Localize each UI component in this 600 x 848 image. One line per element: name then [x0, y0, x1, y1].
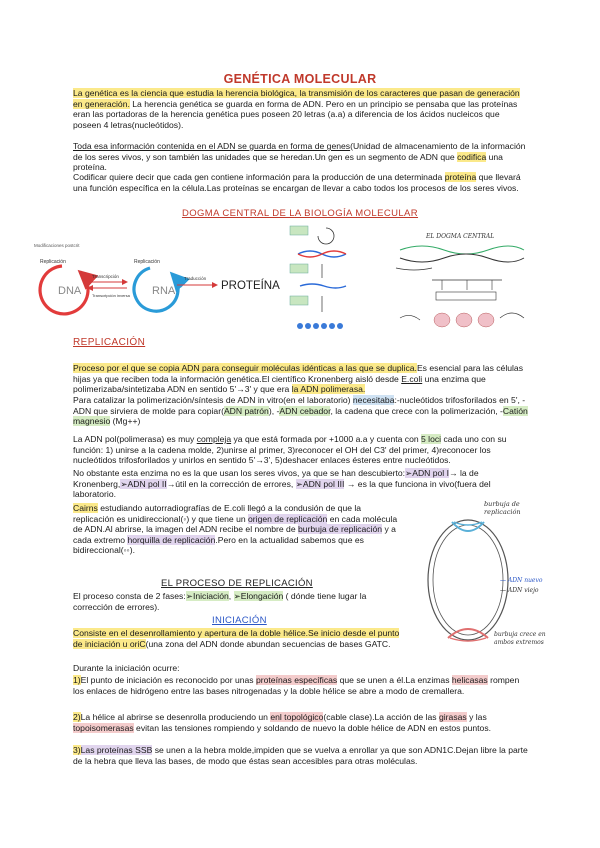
highlight-cairns: Cairns: [73, 503, 98, 513]
underlined-compleja: compleja: [196, 434, 232, 444]
replication-paragraph-5: [73, 503, 401, 556]
mod-label: Modificaciones postcrit: [34, 243, 80, 248]
replication-heading: REPLICACIÓN: [73, 337, 146, 348]
reverse-transcription-label: Transcripción inversa: [92, 293, 130, 298]
highlight-origen-replicacion: origen de replicación: [248, 513, 328, 524]
highlight-topoisomerasas: topoisomerasas: [73, 722, 134, 733]
process-text: ,: [228, 591, 234, 601]
step-text: El punto de iniciación es reconocido por unas: [80, 675, 256, 685]
highlight-iniciacion: ➢Iniciación: [185, 591, 229, 601]
bubble-label-line-1: burbuja de: [484, 500, 520, 508]
intro-text: Codificar quiere decir que cada gen contiene información para la producción de una determinada: [73, 172, 445, 182]
step-3-number: 3): [73, 745, 81, 755]
hand-dna-strand: [400, 246, 524, 254]
step-text: se unen a la hebra molde,impiden que se vuelva a enrollar ya que son ADN1C.Dejan libre la parte de la hebra que lleva las bases, de modo que éstas sean accesibles para otras moléculas.: [73, 745, 528, 766]
step-text: La hélice al abrirse se desenrolla produciendo un: [80, 712, 271, 722]
highlight-cation-magnesio: Catión magnesio: [73, 405, 528, 427]
highlight-girasas: girasas: [438, 712, 467, 722]
replication-text: ).: [129, 545, 135, 556]
highlight-horquilla-replicacion: horquilla de replicación: [127, 534, 216, 545]
initiation-step-1: [73, 675, 528, 696]
step-text: rompen los enlaces de hidrógeno entre las bases nitrogenadas y la doble hélice se abre a modo de cremallera.: [73, 675, 520, 696]
process-text: ( dónde tiene lugar la corrección de errores).: [73, 591, 367, 612]
highlight-elongacion: ➢Elongación: [233, 591, 284, 601]
dogma-heading: DOGMA CENTRAL DE LA BIOLOGÍA MOLECULAR: [181, 208, 419, 219]
step-text: que se unen a él.La enzimas: [337, 675, 452, 685]
intro-text: que llevará una función específica en la célula.Las proteínas se encargan de llevar a cabo todos los procesos de los seres vivos.: [73, 172, 521, 193]
protein-label: PROTEÍNA: [221, 280, 280, 292]
new-dna-label: — ADN nuevo: [500, 577, 543, 584]
hand-protein-chain: [400, 315, 420, 320]
replication-paragraph-3: [73, 434, 528, 466]
highlight-codifica: codifica: [457, 151, 487, 162]
dogma-diagram: [22, 238, 287, 318]
replication-text: y a cada extremo: [73, 524, 396, 545]
hand-dna-strand: [400, 254, 524, 262]
replication-text: →útil en la corrección de errores,: [166, 478, 296, 489]
highlight-adn-polimerasa: la ADN polimerasa.: [291, 384, 366, 395]
process-heading: EL PROCESO DE REPLICACIÓN: [161, 578, 313, 589]
highlight-5-loci: 5 loci: [421, 434, 442, 444]
handwritten-dogma-diagram: [392, 228, 532, 336]
highlight-adn-pol-2: ➢ADN pol II: [120, 478, 167, 489]
intro-text: (Unidad de almacenamiento de la información de los seres vivos, y son también las unidades que se heredan.Un gen es un segmento de ADN que: [73, 141, 526, 162]
hand-ribosomes: [434, 313, 494, 327]
replication-text: Para catalizar la polimerización/síntesis de ADN in vitro(en el laboratorio): [73, 395, 353, 405]
bubble-grows-line-1: burbuja crece en: [494, 631, 546, 638]
replication-text: , la cadena que crece con la polimerización, -: [330, 405, 503, 416]
highlight-burbuja-replicacion: burbuja de replicación: [297, 524, 383, 535]
highlight-adn-cebador: ADN cebador: [279, 405, 331, 416]
replication-right-label: Replicación: [134, 259, 160, 265]
highlight-proteinas-ssb: Las proteínas SSB: [80, 745, 153, 755]
label-box: [290, 226, 308, 235]
replication-paragraph-1: [73, 363, 528, 395]
initiation-heading: INICIACIÓN: [212, 615, 267, 626]
rna-label: RNA: [152, 285, 176, 297]
hand-title: EL DOGMA CENTRAL: [426, 233, 495, 240]
highlight-helicasas: helicasas: [451, 675, 488, 685]
replication-paragraph-4: [73, 468, 528, 500]
hand-loop: [396, 268, 432, 270]
highlight-adn-pol-1: ➢ADN pol I: [405, 468, 449, 478]
initiation-text: (una zona del ADN donde abundan secuencias de bases GATC.: [145, 638, 391, 649]
intro-paragraph-3: [73, 172, 528, 193]
replication-text: estudiando autorradiografías de E.coli llegó a la condusión de que la replicación es unidireccional(: [73, 503, 362, 524]
highlight-replication-definition: Proceso por el que se copia ADN para conseguir moléculas idénticas a las que se duplica.: [73, 363, 417, 373]
highlight-enl-topologico: enl topológico: [270, 712, 324, 722]
replication-text: una enzima que polimerizaba/sintetizaba ADN en sentido 5'→3' y que era: [73, 373, 486, 395]
replication-left-label: Replicación: [40, 259, 66, 265]
dna-label: DNA: [58, 285, 82, 297]
process-text: El proceso consta de 2 fases:: [73, 591, 186, 601]
step-2-number: 2): [73, 712, 81, 722]
bubble-grows-line-2: ambos extremos: [494, 639, 544, 646]
replication-text: → la de Kronenberg,: [73, 468, 479, 489]
initiation-step-2: [73, 712, 528, 733]
replication-text: cada uno con su función: 1) unirse a la cadena molde, 2)unirse al primer, 3)reconocer el OH del C3' del primer, 4)reconocer los nucleótidos trifosforilados y unirlos en sentido 5'→3', 5)deshacer enlaces ésteres entre nucleótidos.: [73, 434, 507, 466]
replication-paragraph-2: [73, 395, 528, 427]
replication-text: :-nucleótidos trifosforilados en 5', -ADN que sirviera de molde para copiar(: [73, 395, 526, 416]
step-text: evitan las tensiones rompiendo y soldando de nuevo la doble hélice de ADN en estos puntos.: [133, 722, 492, 733]
replication-bubble-top: [454, 522, 482, 525]
replication-bubble-figure: [418, 496, 548, 676]
replication-text: → es la que funciona in vivo(fuera del laboratorio.: [73, 478, 491, 500]
highlight-genetics-definition: La genética es la ciencia que estudia la herencia biológica, la transmisión de los caracteres que pasan de generación en generación.: [73, 88, 520, 109]
initiation-paragraph-1: [73, 628, 403, 649]
intro-text: una proteína.: [73, 151, 503, 173]
highlight-necesitaba: necesitaba: [352, 395, 395, 405]
highlight-proteina: proteína: [444, 172, 477, 182]
replication-text: La ADN pol(polimerasa) es muy: [73, 434, 197, 444]
intro-paragraph-2: [73, 141, 528, 173]
old-dna-label: — ADN viejo: [500, 587, 539, 594]
protein-beads: [297, 323, 343, 329]
cycle-arrow: [318, 228, 334, 244]
intro-paragraph-1: [73, 88, 528, 130]
label-box: [290, 264, 308, 273]
transcription-label: Transcripción: [92, 274, 119, 279]
unidirectional-symbol: ◦: [183, 513, 187, 524]
replication-transcription-figure: [288, 224, 350, 336]
rna-strand: [300, 284, 346, 288]
replication-text: No obstante esta enzima no es la que usan los seres vivos, ya que se han descubierto:: [73, 468, 406, 478]
process-paragraph: [73, 591, 403, 612]
underlined-ecoli: E.coli: [401, 373, 423, 384]
bidirectional-symbol: ◦◦: [123, 545, 130, 556]
replication-text: en cada molécula de ADN.Al abrirse, la imagen del ADN recibe el nombre de: [73, 513, 398, 535]
label-box: [290, 296, 308, 305]
highlight-adn-patron: ADN patrón: [223, 405, 269, 416]
underlined-genes: Toda esa información contenida en el ADN se guarda en forma de genes: [73, 141, 351, 151]
translation-label: Traducción: [184, 276, 207, 281]
initiation-step-3: [73, 745, 528, 766]
inner-dna-circle: [433, 525, 503, 635]
page-title: GENÉTICA MOLECULAR: [223, 72, 377, 86]
outer-dna-circle: [428, 520, 508, 640]
replication-text: (Mg++): [110, 416, 141, 427]
replication-text: Es esencial para las células hijas ya que reciben toda la información genética.El científico Kronenberg aisló desde: [73, 363, 523, 384]
replication-text: ya que está formada por +1000 a.a y cuenta con: [231, 434, 422, 444]
replication-text: ) y que tiene un: [186, 513, 249, 524]
hand-mrna-box: [436, 292, 496, 300]
bubble-label-line-2: replicación: [484, 508, 521, 516]
highlight-proteinas-especificas: proteínas específicas: [256, 675, 338, 685]
intro-text: La herencia genética se guarda en forma de ADN. Pero en un principio se pensaba que las proteínas eran las portadoras de la herencia genética pues poseen 20 letras (a.a) a diferencia de los ácidos nucleicos que poseen 4 letras(nucleótidos).: [73, 98, 518, 130]
step-text: (cable clase).La acción de las: [323, 712, 439, 722]
highlight-initiation-definition: Consiste en el desenrollamiento y apertura de la doble hélice.Se inicio desde el punto de iniciación u oriC: [73, 628, 400, 649]
highlight-adn-pol-3: ➢ADN pol III: [295, 478, 345, 489]
initiation-paragraph-2: Durante la iniciación ocurre:: [73, 663, 180, 673]
step-text: y las: [466, 712, 487, 722]
hand-protein-chain: [500, 313, 524, 318]
replication-text: ), -: [268, 405, 280, 416]
replication-text: .Pero en la actualidad sabemos que es bidireccional(: [73, 534, 364, 556]
step-1-number: 1): [73, 675, 81, 685]
